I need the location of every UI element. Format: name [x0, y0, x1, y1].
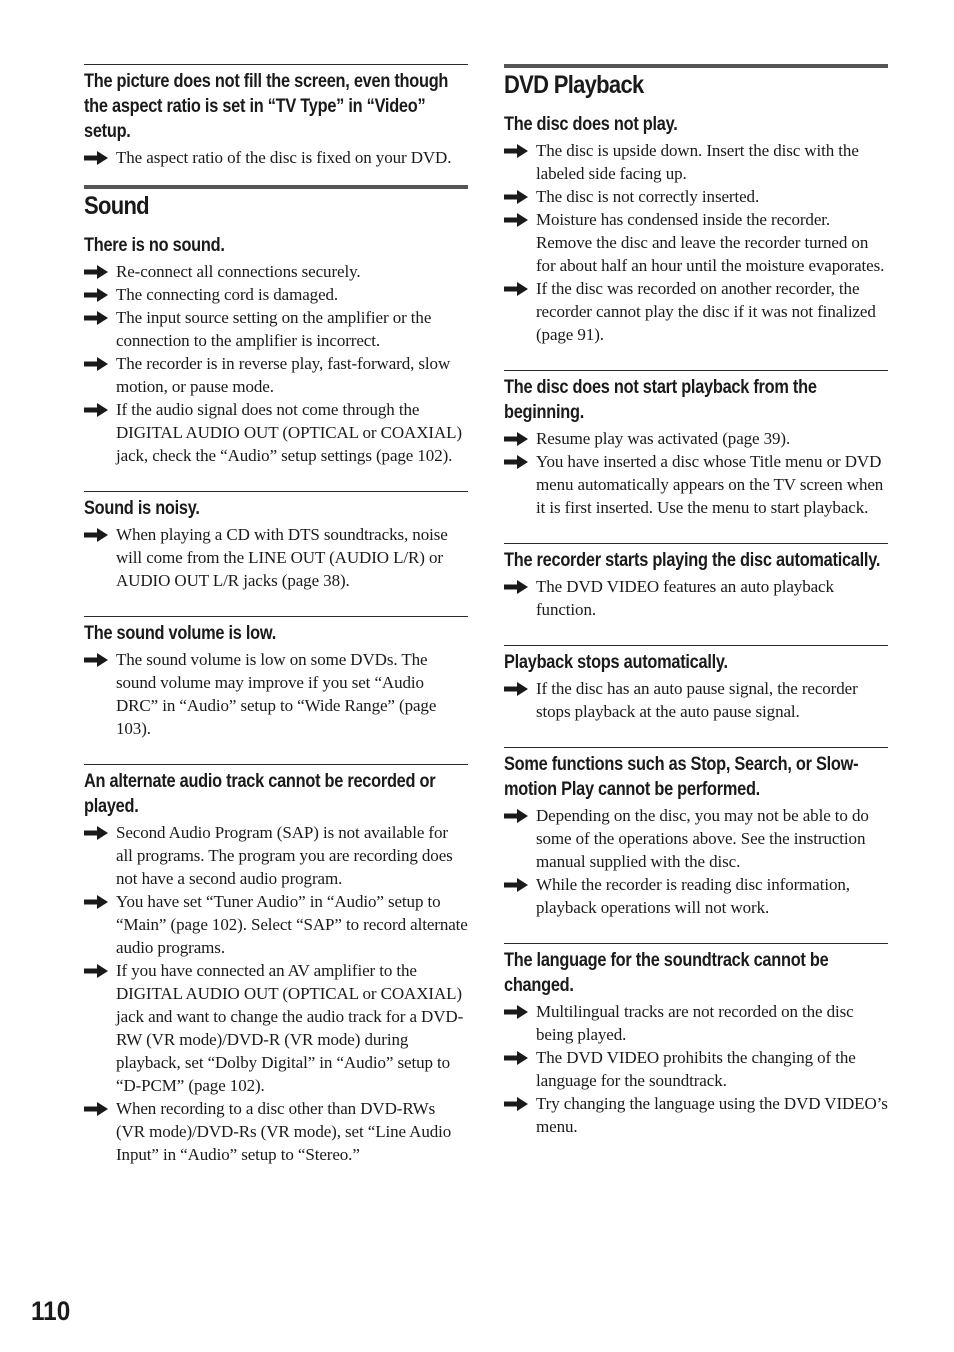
- solution-text: When recording to a disc other than DVD-RWs (VR mode)/DVD-Rs (VR mode), set “Line Audio Input” in “Audio” setup to “Stereo.”: [116, 1099, 452, 1164]
- solution-text: The DVD VIDEO features an auto playback function.: [536, 577, 834, 619]
- solution-text: The aspect ratio of the disc is fixed on your DVD.: [116, 148, 452, 167]
- right-column: [504, 64, 888, 1138]
- solution-list: [504, 804, 888, 919]
- section-sound: [84, 185, 468, 1166]
- problem-block: [504, 943, 888, 1138]
- right-arrow-icon: [504, 1097, 528, 1111]
- solution-item: [504, 139, 888, 185]
- section-dvd-playback: [504, 64, 888, 1138]
- right-arrow-icon: [504, 455, 528, 469]
- problem-block: [84, 491, 468, 592]
- solution-list: [84, 523, 468, 592]
- right-arrow-icon: [84, 403, 108, 417]
- solution-text: The input source setting on the amplifier or the connection to the amplifier is incorrect.: [116, 308, 432, 350]
- problem-heading: The disc does not start playback from the beginning.: [504, 377, 817, 423]
- solution-text: When playing a CD with DTS soundtracks, noise will come from the LINE OUT (AUDIO L/R) or AUDIO OUT L/R jacks (page 38).: [116, 525, 448, 590]
- solution-text: The DVD VIDEO prohibits the changing of the language for the soundtrack.: [536, 1048, 856, 1090]
- right-arrow-icon: [504, 1051, 528, 1065]
- solution-text: If you have connected an AV amplifier to the DIGITAL AUDIO OUT (OPTICAL or COAXIAL) jack and want to change the audio track for a DVD-RW (VR mode)/DVD-R (VR mode) during playback, set “Dolby Digital” in “Audio” setup to “D-PCM” (page 102).: [116, 961, 464, 1095]
- right-arrow-icon: [84, 528, 108, 542]
- right-arrow-icon: [504, 682, 528, 696]
- solution-item: [504, 185, 888, 208]
- solution-item: [84, 821, 468, 890]
- right-arrow-icon: [84, 895, 108, 909]
- solution-item: [84, 890, 468, 959]
- solution-list: [84, 260, 468, 467]
- solution-list: [504, 575, 888, 621]
- solution-list: [504, 139, 888, 346]
- solution-item: [504, 873, 888, 919]
- solution-text: The recorder is in reverse play, fast-forward, slow motion, or pause mode.: [116, 354, 451, 396]
- problem-heading: The recorder starts playing the disc automatically.: [504, 550, 881, 571]
- solution-item: [504, 1046, 888, 1092]
- problem-block: [504, 747, 888, 919]
- right-arrow-icon: [84, 151, 108, 165]
- right-arrow-icon: [84, 265, 108, 279]
- solution-item: [84, 398, 468, 467]
- problem-block: [84, 616, 468, 740]
- right-arrow-icon: [504, 1005, 528, 1019]
- solution-item: [84, 523, 468, 592]
- right-arrow-icon: [504, 580, 528, 594]
- problem-heading: The language for the soundtrack cannot be changed.: [504, 950, 829, 996]
- problem-block: [504, 112, 888, 346]
- solution-list: [84, 821, 468, 1166]
- right-arrow-icon: [84, 964, 108, 978]
- problem-heading: An alternate audio track cannot be recorded or played.: [84, 771, 436, 817]
- solution-item: [504, 427, 888, 450]
- solution-list: [504, 427, 888, 519]
- solution-item: [504, 575, 888, 621]
- solution-item: [84, 959, 468, 1097]
- right-arrow-icon: [84, 653, 108, 667]
- right-arrow-icon: [504, 432, 528, 446]
- problem-block: [84, 764, 468, 1166]
- solution-text: You have set “Tuner Audio” in “Audio” setup to “Main” (page 102). Select “SAP” to record alternate audio programs.: [116, 892, 468, 957]
- right-arrow-icon: [84, 826, 108, 840]
- right-arrow-icon: [504, 809, 528, 823]
- page-number: 110: [31, 1296, 71, 1326]
- solution-item: [504, 1092, 888, 1138]
- solution-item: [504, 804, 888, 873]
- solution-item: [84, 283, 468, 306]
- problem-heading: Some functions such as Stop, Search, or Slow-motion Play cannot be performed.: [504, 754, 859, 800]
- solution-text: The disc is not correctly inserted.: [536, 187, 760, 206]
- solution-text: Moisture has condensed inside the recorder. Remove the disc and leave the recorder turned on for about half an hour until the moisture evaporates.: [536, 210, 885, 275]
- solution-item: [504, 1000, 888, 1046]
- section-title: Sound: [84, 192, 149, 220]
- problem-block: [84, 64, 468, 169]
- right-arrow-icon: [504, 213, 528, 227]
- solution-text: Depending on the disc, you may not be able to do some of the operations above. See the instruction manual supplied with the disc.: [536, 806, 869, 871]
- section-title: DVD Playback: [504, 71, 644, 99]
- right-arrow-icon: [504, 144, 528, 158]
- solution-text: While the recorder is reading disc information, playback operations will not work.: [536, 875, 850, 917]
- left-column: [84, 64, 468, 1166]
- solution-item: [504, 450, 888, 519]
- solution-text: Second Audio Program (SAP) is not available for all programs. The program you are recording does not have a second audio program.: [116, 823, 453, 888]
- problem-block: [504, 543, 888, 621]
- problem-block: [84, 233, 468, 467]
- solution-text: If the disc has an auto pause signal, the recorder stops playback at the auto pause signal.: [536, 679, 858, 721]
- solution-text: Multilingual tracks are not recorded on the disc being played.: [536, 1002, 854, 1044]
- problem-heading: Sound is noisy.: [84, 498, 200, 519]
- problem-heading: Playback stops automatically.: [504, 652, 728, 673]
- problem-heading: The picture does not fill the screen, even though the aspect ratio is set in “TV Type” in “Video” setup.: [84, 71, 449, 142]
- solution-text: If the audio signal does not come through the DIGITAL AUDIO OUT (OPTICAL or COAXIAL) jack, check the “Audio” setup settings (page 102).: [116, 400, 462, 465]
- solution-text: The connecting cord is damaged.: [116, 285, 339, 304]
- solution-item: [84, 352, 468, 398]
- solution-item: [84, 260, 468, 283]
- solution-list: [84, 146, 468, 169]
- solution-list: [504, 677, 888, 723]
- problem-heading: The disc does not play.: [504, 114, 678, 135]
- solution-list: [504, 1000, 888, 1138]
- solution-text: If the disc was recorded on another recorder, the recorder cannot play the disc if it was not finalized (page 91).: [536, 279, 876, 344]
- solution-text: The disc is upside down. Insert the disc with the labeled side facing up.: [536, 141, 859, 183]
- right-arrow-icon: [84, 357, 108, 371]
- solution-text: The sound volume is low on some DVDs. The sound volume may improve if you set “Audio DRC” in “Audio” setup to “Wide Range” (page 103).: [116, 650, 437, 738]
- solution-item: [84, 1097, 468, 1166]
- solution-text: Re-connect all connections securely.: [116, 262, 361, 281]
- solution-item: [84, 648, 468, 740]
- solution-item: [504, 677, 888, 723]
- problem-heading: There is no sound.: [84, 235, 225, 256]
- solution-item: [84, 306, 468, 352]
- right-arrow-icon: [504, 878, 528, 892]
- solution-text: You have inserted a disc whose Title menu or DVD menu automatically appears on the TV screen when it is first inserted. Use the menu to start playback.: [536, 452, 884, 517]
- right-arrow-icon: [84, 288, 108, 302]
- solution-list: [84, 648, 468, 740]
- solution-item: [504, 277, 888, 346]
- solution-item: [84, 146, 468, 169]
- right-arrow-icon: [84, 311, 108, 325]
- right-arrow-icon: [504, 282, 528, 296]
- problem-block: [504, 370, 888, 519]
- problem-heading: The sound volume is low.: [84, 623, 277, 644]
- right-arrow-icon: [504, 190, 528, 204]
- problem-block: [504, 645, 888, 723]
- solution-text: Resume play was activated (page 39).: [536, 429, 791, 448]
- solution-text: Try changing the language using the DVD VIDEO’s menu.: [536, 1094, 888, 1136]
- solution-item: [504, 208, 888, 277]
- right-arrow-icon: [84, 1102, 108, 1116]
